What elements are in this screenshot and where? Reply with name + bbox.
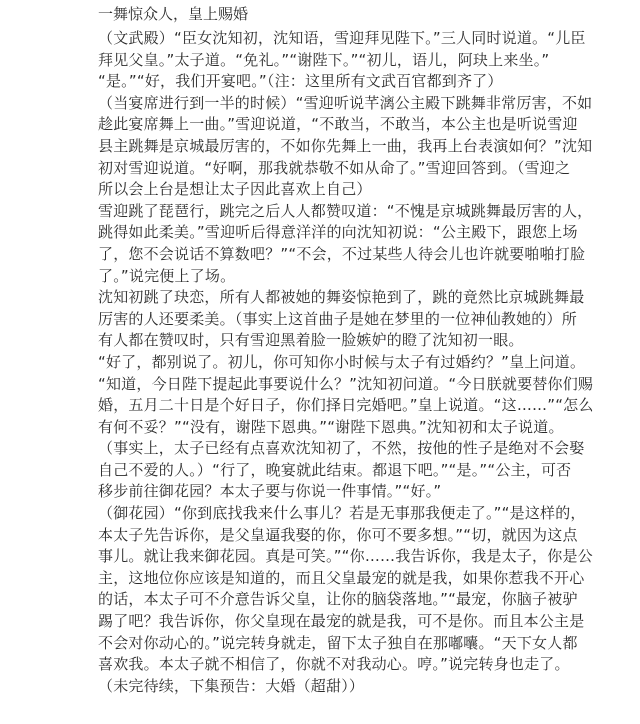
text-line: 的话，本太子可不介意告诉父皇，让你的脑袋落地。”“最宠，你脑子被驴 xyxy=(98,590,578,609)
text-line: 所以会上台是想让太子因此喜欢上自己） xyxy=(98,180,372,199)
text-line: 移步前往御花园？本太子要与你说一件事情。”“好。” xyxy=(98,482,442,501)
text-line: 主，这地位你应该是知道的，而且父皇最宠的就是我，如果你惹我不开心 xyxy=(98,568,585,587)
text-line: 不会对你动心的。”说完转身就走，留下太子独自在那嘟囔。“天下女人都 xyxy=(98,633,578,652)
text-line: 本太子先告诉你，是父皇逼我娶的你，你可不要多想。”“切，就因为这点 xyxy=(98,525,578,544)
text-line: 了。”说完便上了场。 xyxy=(98,266,236,285)
text-line: 厉害的人还要柔美。（事实上这首曲子是她在梦里的一位神仙教她的）所 xyxy=(98,309,577,328)
text-line: 自己不爱的人。）“行了，晚宴就此结束。都退下吧。”“是。”“公主，可否 xyxy=(98,460,572,479)
text-line: （文武殿）“臣女沈知初，沈知语，雪迎拜见陛下。”三人同时说道。“儿臣 xyxy=(98,29,586,47)
text-line: （御花园）“你到底找我来什么事儿？若是无事那我便走了。”“是这样的， xyxy=(98,504,586,523)
text-line: 有人都在赞叹时，只有雪迎黑着脸一脸嫉妒的瞪了沈知初一眼。 xyxy=(98,331,524,350)
text-line: 县主跳舞是京城最厉害的，不如你先舞上一曲，我再上台表演如何？”沈知 xyxy=(98,136,593,155)
text-line: （未完待续，下集预告：大婚（超甜）） xyxy=(98,676,365,695)
text-line: “是。”“好，我们开宴吧。”（注：这里所有文武百官都到齐了） xyxy=(98,72,503,91)
text-line: （当宴席进行到一半的时候）“雪迎听说芊漓公主殿下跳舞非常厉害，不如 xyxy=(98,93,593,112)
text-line: “好了，都别说了。初儿，你可知你小时候与太子有过婚约？”皇上问道。 xyxy=(98,352,586,371)
text-line: 喜欢我。本太子就不相信了，你就不对我动心。哼。”说完转身也走了。 xyxy=(98,655,570,674)
text-line: 跳得如此柔美。”雪迎听后得意洋洋的向沈知初说：“公主殿下，跟您上场 xyxy=(98,223,578,242)
text-line: 事儿。就让我来御花园。真是可笑。”“你……我告诉你，我是太子，你是公 xyxy=(98,547,593,566)
text-line: 沈知初跳了玦恋，所有人都被她的舞姿惊艳到了，跳的竟然比京城跳舞最 xyxy=(98,288,585,307)
text-line: 趁此宴席舞上一曲。”雪迎说道，“不敢当，不敢当，本公主也是听说雪迎 xyxy=(98,115,578,134)
text-line: 踢了吧？我告诉你，你父皇现在最宠的就是我，可不是你。而且本公主是 xyxy=(98,612,585,631)
text-line: 初对雪迎说道。“好啊，那我就恭敬不如从命了。”雪迎回答到。（雪迎之 xyxy=(98,158,571,177)
text-line: 了，您不会说话不算数吧？”“不会，不过某些人待会儿也许就要啪啪打脸 xyxy=(98,244,586,263)
text-line: （事实上，太子已经有点喜欢沈知初了，不然，按他的性子是绝对不会娶 xyxy=(98,439,585,458)
text-line: 拜见父皇。”太子道。“免礼。”“谢陛下。”“初儿，语儿，阿玦上来坐。” xyxy=(98,50,550,69)
text-line: 有何不妥？”“没有，谢陛下恩典。”“谢陛下恩典。”沈知初和太子说道。 xyxy=(98,417,564,436)
text-line: 婚，五月二十日是个好日子，你们择日完婚吧。”皇上说道。“这……”“怎么 xyxy=(98,396,594,415)
text-line: 雪迎跳了琵琶行，跳完之后人人都赞叹道：“不愧是京城跳舞最厉害的人， xyxy=(98,201,593,220)
story-title: 一舞惊众人，皇上赐婚 xyxy=(98,5,249,23)
text-line: “知道，今日陛下提起此事要说什么？”沈知初问道。“今日朕就要替你们赐 xyxy=(98,374,594,393)
